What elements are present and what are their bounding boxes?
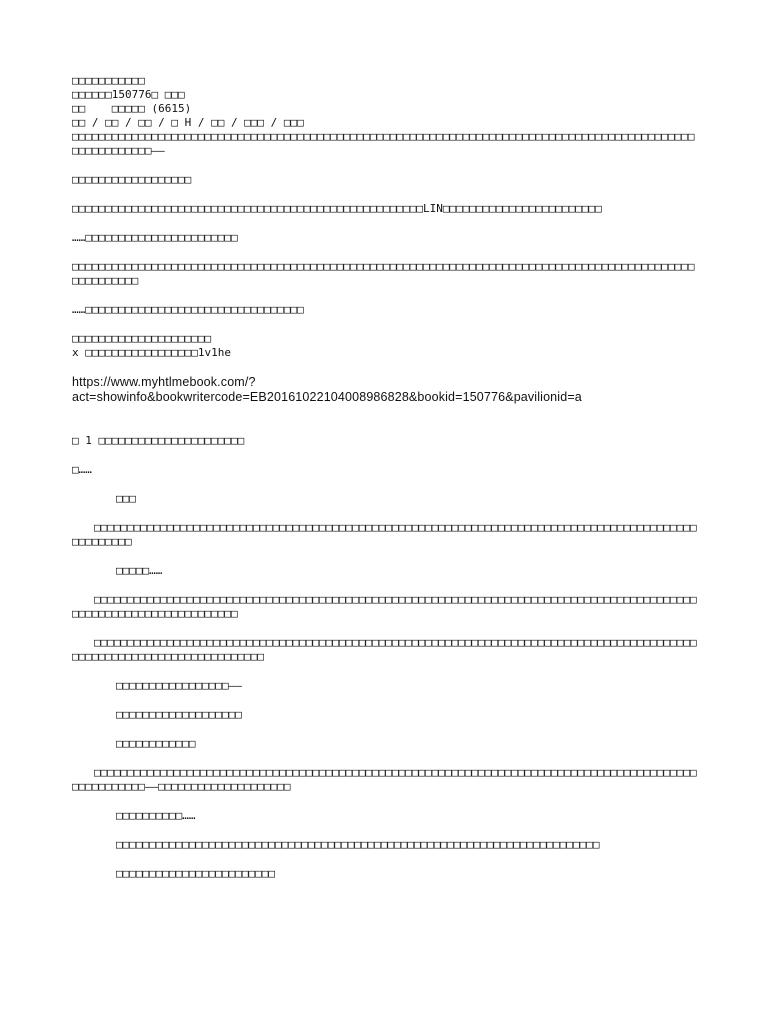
summary-paragraph: ……□□□□□□□□□□□□□□□□□□□□□□□ xyxy=(72,231,238,244)
chapter-paragraph: □□□□□□□□□□□□□□□□□□□□□□□□□□□□□□□□□□□□□□□□□□□□□□□□□□□□□□□□□□□□□□□□□□□□□□□□□□□□□□□□□□□□□□□□□□□□□□□□□□□□□□□□□□□□□□□□□□□□ xyxy=(72,593,697,620)
chapter-heading: □ 1 □□□□□□□□□□□□□□□□□□□□□□ xyxy=(72,434,245,447)
spacer xyxy=(72,158,700,173)
book-link-query[interactable]: act=showinfo&bookwritercode=EB20161022104008986828&bookid=150776&pavilionid=a xyxy=(72,390,582,404)
book-tags-line: □□ / □□ / □□ / □ H / □□ / □□□ / □□□ xyxy=(72,116,304,129)
spacer xyxy=(72,578,700,593)
spacer xyxy=(72,216,700,231)
book-link[interactable]: https://www.myhtlmebook.com/? xyxy=(72,375,256,389)
spacer xyxy=(72,360,700,375)
spacer xyxy=(72,751,700,766)
chapter-paragraph: □□□□□□□□□□□□□□□□□□□□□□□□□□□□□□□□□□□□□□□□□□□□□□□□□□□□□□□□□□□□□□□□□□□□□□□□□□□□□□□□□□□□□□□□□□□□□□□□□□□□□□——□□□□□□□□□□□□□□□□□□□□ xyxy=(72,766,697,793)
spacer xyxy=(72,506,700,521)
spacer xyxy=(72,722,700,737)
spacer xyxy=(72,664,700,679)
summary-paragraph: x □□□□□□□□□□□□□□□□□1v1he xyxy=(72,346,231,359)
spacer xyxy=(72,621,700,636)
chapter-paragraph: □□□□□□□□□□□□□□□□□□□□□□□□□□□□□□□□□□□□□□□□□□□□□□□□□□□□□□□□□□□□□□□□□□□□□□□□□□□□□□□□□□□□□□□□□□□□□□□□□□□□□□□□□□□□□□□□□□□□□□□□ xyxy=(72,636,697,663)
spacer xyxy=(72,477,700,492)
summary-paragraph: □□□□□□□□□□□□□□□□□□ xyxy=(72,173,192,186)
chapter-paragraph: □□□□□□□□□□□□□□□□□□□ xyxy=(116,708,242,721)
spacer xyxy=(72,288,700,303)
chapter-paragraph: □□□□□□□□□□□□□□□□□□□□□□□□□□□□□□□□□□□□□□□□□□□□□□□□□□□□□□□□□□□□□□□□□□□□□□□□□ xyxy=(116,838,600,851)
spacer xyxy=(72,794,700,809)
chapter-paragraph: □…… xyxy=(72,463,92,476)
book-summary: □□□□□□□□□□□□□□□□□□□□□□□□□□□□□□□□□□□□□□□□□□□□□□□□□□□□□□□□□□□□□□□□□□□□□□□□□□□□□□□□□□□□□□□□□□□□□□□□□□□□□□□□□□—— xyxy=(72,130,695,157)
spacer xyxy=(72,693,700,708)
chapter-paragraph: □□□□□□□□□□□□□□□□□—— xyxy=(116,679,242,692)
spacer xyxy=(72,245,700,260)
summary-paragraph: □□□□□□□□□□□□□□□□□□□□□□□□□□□□□□□□□□□□□□□□□□□□□□□□□□□□□□□□□□□□□□□□□□□□□□□□□□□□□□□□□□□□□□□□□□□□□□□□□□□□□□□□ xyxy=(72,260,695,287)
spacer xyxy=(72,187,700,202)
summary-paragraph: ……□□□□□□□□□□□□□□□□□□□□□□□□□□□□□□□□□ xyxy=(72,303,304,316)
spacer xyxy=(72,317,700,332)
book-id-line: □□□□□□150776□ □□□ xyxy=(72,88,185,101)
spacer xyxy=(72,823,700,838)
spacer xyxy=(72,405,700,434)
chapter-paragraph: □□□□□□□□□□…… xyxy=(116,809,196,822)
chapter-paragraph: □□□□□…… xyxy=(116,564,163,577)
document-page xyxy=(72,74,700,881)
chapter-paragraph: □□□□□□□□□□□□□□□□□□□□□□□□□□□□□□□□□□□□□□□□□□□□□□□□□□□□□□□□□□□□□□□□□□□□□□□□□□□□□□□□□□□□□□□□□□□□□□□□□□□□ xyxy=(72,521,697,548)
summary-paragraph: □□□□□□□□□□□□□□□□□□□□□□□□□□□□□□□□□□□□□□□□□□□□□□□□□□□□□LIN□□□□□□□□□□□□□□□□□□□□□□□□ xyxy=(72,202,602,215)
spacer xyxy=(72,852,700,867)
spacer xyxy=(72,549,700,564)
summary-paragraph: □□□□□□□□□□□□□□□□□□□□□ xyxy=(72,332,212,345)
book-title: □□□□□□□□□□□ xyxy=(72,74,145,87)
chapter-paragraph: □□□□□□□□□□□□□□□□□□□□□□□□ xyxy=(116,867,275,880)
spacer xyxy=(72,448,700,463)
book-stats-line: □□ □□□□□ (6615) xyxy=(72,102,192,115)
book-metadata xyxy=(72,74,700,158)
chapter-paragraph: □□□□□□□□□□□□ xyxy=(116,737,196,750)
chapter-paragraph: □□□ xyxy=(116,492,136,505)
